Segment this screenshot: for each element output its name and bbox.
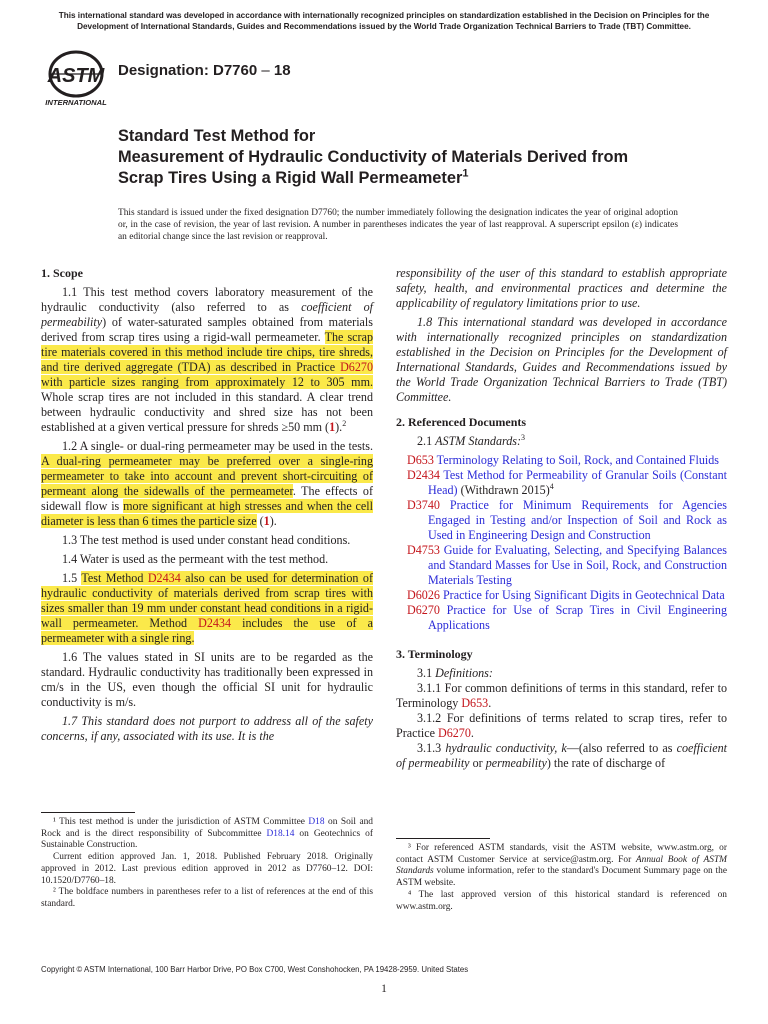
- para-1-4: 1.4 Water is used as the permeant with the test method.: [62, 552, 329, 566]
- reference-title-link[interactable]: Practice for Using Significant Digits in Geotechnical Data: [439, 588, 725, 602]
- reference-item: [396, 498, 727, 543]
- section-3-heading: 3. Terminology: [396, 647, 473, 661]
- footnote-rule-right: [396, 838, 490, 839]
- section-2-heading: 2. Referenced Documents: [396, 415, 527, 429]
- issuance-note: This standard is issued under the fixed designation D7760; the number immediately following the designation indicates the year of original adoption or, in the case of revision, the year of last revision. A number in parentheses indicates the year of last reapproval. A superscript epsilon (ε) indicates an editorial change since the last revision or reapproval.: [118, 208, 678, 243]
- reference-title-link[interactable]: Terminology Relating to Soil, Rock, and Contained Fluids: [433, 453, 720, 467]
- copyright: Copyright © ASTM International, 100 Barr Harbor Drive, PO Box C700, West Conshohocken, PA 19428-2959. United States: [41, 965, 469, 974]
- footnote-1: ¹ This test method is under the jurisdiction of ASTM Committee D18 on Soil and Rock and is the direct responsibility of Subcommittee D18.14 on Geotechnics of Sustainable Construction.: [41, 817, 373, 851]
- reference-code-link[interactable]: D4753: [407, 543, 440, 557]
- reference-title-link[interactable]: Test Method for Permeability of Granular Soils (Constant Head): [428, 468, 727, 497]
- reference-item: [396, 468, 727, 498]
- reference-code-link[interactable]: D2434: [407, 468, 440, 482]
- para-3-1: 3.1 Definitions:: [417, 666, 493, 680]
- section-1-heading: 1. Scope: [41, 266, 83, 280]
- logo-letters: ASTM: [47, 65, 105, 87]
- para-3-1-2: 3.1.2 For definitions of terms related to scrap tires, refer to Practice D6270.: [396, 711, 727, 740]
- designation-sep: –: [257, 62, 274, 79]
- ref-link[interactable]: 1: [329, 420, 336, 434]
- reference-status: (Withdrawn 2015): [457, 483, 550, 497]
- page-number: 1: [381, 983, 387, 995]
- title-main: Measurement of Hydraulic Conductivity of Materials Derived from Scrap Tires Using a Rigid Wall Permeameter: [118, 148, 629, 187]
- referenced-documents-list: [396, 453, 727, 633]
- footnote-3: ³ For referenced ASTM standards, visit the ASTM website, www.astm.org, or contact ASTM Customer Service at service@astm.org. For Annual Book of ASTM Standards volume information, refer to the standard's Document Summary page on the ASTM website.: [396, 843, 727, 889]
- reference-item: [396, 543, 727, 588]
- designation: [118, 62, 291, 79]
- reference-code-link[interactable]: D653: [407, 453, 434, 467]
- para-3-1-3: 3.1.3 hydraulic conductivity, k—(also referred to as coefficient of permeability or permeability) the rate of discharge of: [396, 741, 728, 770]
- highlight: Test Method: [81, 571, 148, 585]
- link-d18-14[interactable]: D18.14: [266, 828, 295, 839]
- link-d6270[interactable]: D6270: [437, 726, 471, 740]
- reference-item: [396, 603, 727, 633]
- footnote-2: ² The boldface numbers in parentheses refer to a list of references at the end of this standard.: [41, 887, 373, 909]
- link-d2434[interactable]: D2434: [198, 616, 232, 630]
- footnote-4: ⁴ The last approved version of this historical standard is referenced on www.astm.org.: [396, 889, 727, 912]
- highlight: includes the use of a permeameter with a single ring.: [41, 616, 373, 645]
- title-line-2: [118, 147, 678, 189]
- reference-title-link[interactable]: Practice for Minimum Requirements for Agencies Engaged in Testing and/or Inspection of Soil and Rock as Used in Engineering Design and Construction: [428, 498, 727, 542]
- highlight: also can be used for determination of hydraulic conductivity of materials derived from scrap tires with sizes smaller than 19 mm under constant head conditions in a rigid-wall permeameter. Method: [41, 571, 373, 630]
- highlight: A dual-ring permeameter may be preferred over a single-ring permeameter to take into account and prevent short-circuiting of permeant along the sidewalls of the permeameter: [41, 454, 373, 498]
- reference-title-link[interactable]: Guide for Evaluating, Selecting, and Specifying Balances and Standard Masses for Use in Soil, Rock, and Construction Materials Testing: [428, 543, 727, 587]
- highlight: with particle sizes ranging from approximately 12 to 305 mm.: [41, 375, 373, 389]
- highlight: more significant at high stresses and when the cell diameter is less than 6 times the particle size: [41, 499, 374, 528]
- logo-org: INTERNATIONAL: [45, 98, 107, 107]
- left-column: [41, 266, 373, 748]
- astm-logo: [40, 50, 112, 108]
- para-1-7-cont: responsibility of the user of this standard to establish appropriate safety, health, and environmental practices and determine the applicability of regulatory limitations prior to use.: [396, 266, 727, 310]
- link-d18[interactable]: D18: [308, 817, 325, 827]
- footnote-rule-left: [41, 812, 135, 813]
- designation-label: Designation: D7760: [118, 62, 258, 79]
- reference-title-link[interactable]: Practice for Use of Scrap Tires in Civil Engineering Applications: [428, 603, 727, 632]
- para-1-7: 1.7 This standard does not purport to address all of the safety concerns, if any, associated with its use. It is the: [41, 714, 373, 743]
- link-d2434[interactable]: D2434: [147, 571, 181, 585]
- para-2-1: 2.1 ASTM Standards:$^3$: [417, 432, 526, 448]
- para-1-1: 1.1 This test method covers laboratory measurement of the hydraulic conductivity (also referred to as coefficient of permeability) of water-saturated samples obtained from materials derived from scrap tires using a rigid-wall permeameter. The scrap tire materials covered in this method include tire chips, tire shreds, and tire derived aggregate (TDA) as described in Practice D6270 with particle sizes ranging from approximately 12 to 305 mm. Whole scrap tires are not included in this standard. A clear trend between hydraulic conductivity and shred size has not been established at a given vertical pressure for shreds ≥50 mm (1).$^2$: [41, 285, 373, 434]
- reference-code-link[interactable]: D3740: [407, 498, 440, 512]
- footnote-1-edition: Current edition approved Jan. 1, 2018. Published February 2018. Originally approved in 2012. Last previous edition approved in 2012 as D7760–12. DOI: 10.1520/D7760–18.: [41, 852, 373, 886]
- reference-code-link[interactable]: D6270: [407, 603, 440, 617]
- link-d6270[interactable]: D6270: [340, 360, 373, 374]
- para-1-3: 1.3 The test method is used under constant head conditions.: [62, 533, 351, 547]
- reference-item: [396, 588, 727, 603]
- highlight: The scrap tire materials covered in this method include tire chips, tire shreds, and tire derived aggregate (TDA) as described in Practice: [41, 330, 373, 374]
- para-1-6: 1.6 The values stated in SI units are to be regarded as the standard. Hydraulic conductivity has traditionally been expressed in cm/s in the US, even though the official SI unit for hydraulic conductivity is m/s.: [41, 650, 373, 709]
- right-column: [396, 266, 727, 775]
- top-notice: This international standard was developed in accordance with internationally recognized principles on standardization established in the Decision on Principles for the Development of International Standards, Guides and Recommendations issued by the World Trade Organization Technical Barriers to Trade (TBT) Committee.: [58, 11, 710, 31]
- link-d653[interactable]: D653: [461, 696, 489, 710]
- title-footnote-mark: 1: [462, 167, 469, 180]
- para-1-8: 1.8 This international standard was developed in accordance with internationally recognized principles on standardization established in the Decision on Principles for the Development of International Standards, Guides and Recommendations issued by the World Trade Organization Technical Barriers to Trade (TBT) Committee.: [396, 315, 727, 404]
- footnotes-right: [396, 843, 727, 913]
- footnotes-left: [41, 817, 373, 911]
- designation-year: 18: [273, 62, 291, 79]
- document-title: [118, 126, 678, 189]
- reference-footnote-mark: 4: [549, 481, 554, 491]
- title-line-1: Standard Test Method for: [118, 127, 316, 145]
- ref-link[interactable]: 1: [263, 514, 270, 528]
- para-3-1-1: 3.1.1 For common definitions of terms in this standard, refer to Terminology D653.: [396, 681, 727, 710]
- reference-code-link[interactable]: D6026: [407, 588, 440, 602]
- reference-item: [396, 453, 727, 468]
- para-1-5: 1.5 Test Method D2434 also can be used for determination of hydraulic conductivity of materials derived from scrap tires with sizes smaller than 19 mm under constant head conditions in a rigid-wall permeameter. Method D2434 includes the use of a permeameter with a single ring.: [41, 571, 373, 645]
- para-1-2: 1.2 A single- or dual-ring permeameter may be used in the tests. A dual-ring permeameter may be preferred over a single-ring permeameter to take into account and prevent short-circuiting of permeant along the sidewalls of the permeameter. The effects of sidewall flow is more significant at high stresses and when the cell diameter is less than 6 times the particle size (1).: [41, 439, 374, 528]
